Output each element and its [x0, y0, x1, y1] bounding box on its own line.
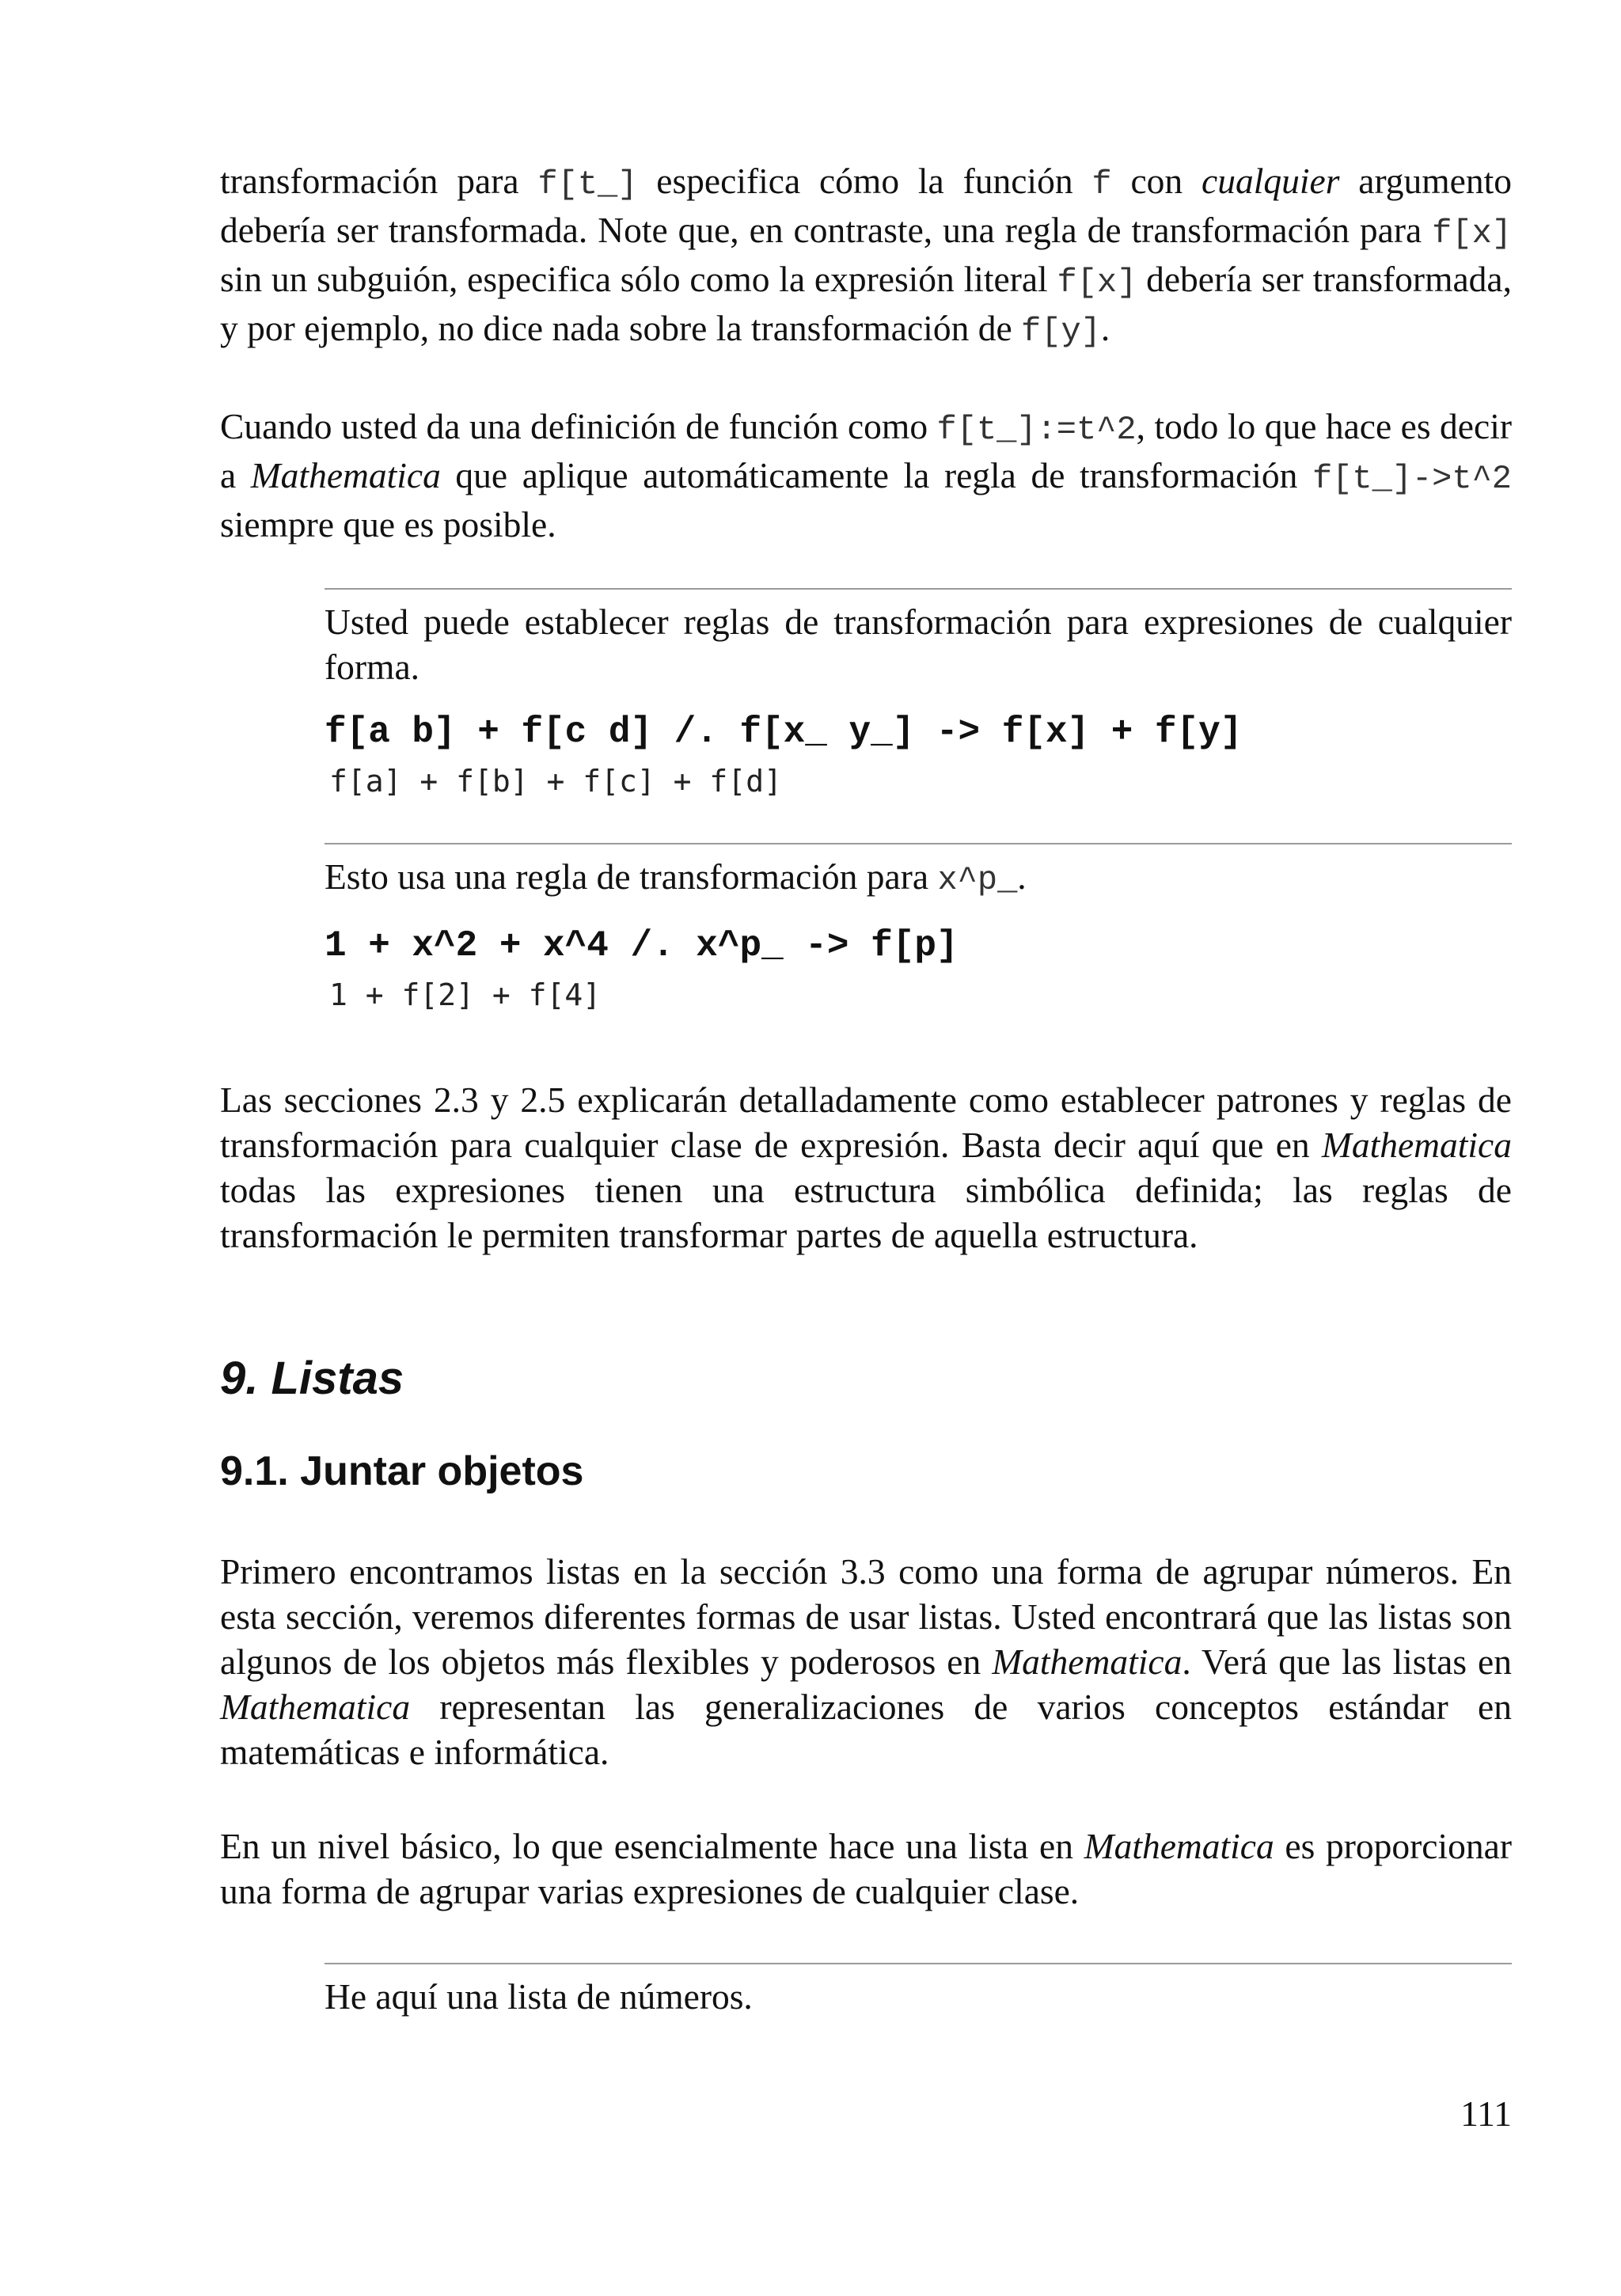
- example-input: 1 + x^2 + x^4 /. x^p_ -> f[p]: [325, 925, 959, 966]
- example-output: 1 + f[2] + f[4]: [329, 977, 602, 1012]
- code-rule: f[t_]->t^2: [1312, 460, 1512, 498]
- code-f-t: f[t_]: [537, 165, 638, 203]
- paragraph-sections-reference: Las secciones 2.3 y 2.5 explicarán detalladamente como establecer patrones y reglas de transformación para cualquier clase de expresión. Basta decir aquí que en Mathematica todas las expresiones tienen una estructura simbólica definida; las reglas de transformación le permiten transformar partes de aquella estructura.: [220, 1080, 1512, 1255]
- code-f-x-literal: f[x]: [1057, 264, 1137, 302]
- example-description: Usted puede establecer reglas de transformación para expresiones de cualquier forma.: [325, 602, 1512, 687]
- code-f-y: f[y]: [1021, 313, 1101, 351]
- paragraph-function-definition: Cuando usted da una definición de función como f[t_]:=t^2, todo lo que hace es decir a Mathematica que aplique automáticamente la regla de transformación f[t_]->t^2 siempre que es posible.: [220, 406, 1512, 545]
- paragraph-lists-intro: Primero encontramos listas en la sección 3.3 como una forma de agrupar números. En esta sección, veremos diferentes formas de usar listas. Usted encontrará que las listas son algunos de los objetos más flexibles y poderosos en Mathematica. Verá que las listas en Mathematica representan las generalizaciones de varios conceptos estándar en matemáticas e informática.: [220, 1551, 1512, 1772]
- code-definition: f[t_]:=t^2: [936, 411, 1137, 449]
- code-f: f: [1091, 165, 1112, 203]
- paragraph-lists-basic: En un nivel básico, lo que esencialmente hace una lista en Mathematica es proporcionar una forma de agrupar varias expresiones de cualquier clase.: [220, 1826, 1512, 1911]
- code-f-x: f[x]: [1432, 214, 1512, 252]
- example-description: Esto usa una regla de transformación para x^p_.: [325, 856, 1027, 899]
- example-any-form: [325, 588, 1512, 802]
- subsection-heading: 9.1. Juntar objetos: [220, 1448, 584, 1494]
- example-description: He aquí una lista de números.: [325, 1976, 753, 2017]
- code-x-p: x^p_: [937, 861, 1018, 899]
- page-content: [220, 158, 1512, 2019]
- paragraph-transformation-rules: transformación para f[t_] especifica cómo la función f con cualquier argumento debería ser transformada. Note que, en contraste, una regla de transformación para f[x] sin un subguión, especifica sólo como la expresión literal f[x] debería ser transformada, y por ejemplo, no dice nada sobre la transformación de f[y].: [220, 161, 1512, 351]
- example-power-rule: [325, 843, 1512, 1015]
- example-number-list: [325, 1963, 1512, 2019]
- example-input: f[a b] + f[c d] /. f[x_ y_] -> f[x] + f[y]: [325, 712, 1243, 753]
- section-heading: 9. Listas: [220, 1353, 404, 1404]
- example-output: f[a] + f[b] + f[c] + f[d]: [329, 764, 782, 799]
- page-number: 111: [1460, 2093, 1512, 2134]
